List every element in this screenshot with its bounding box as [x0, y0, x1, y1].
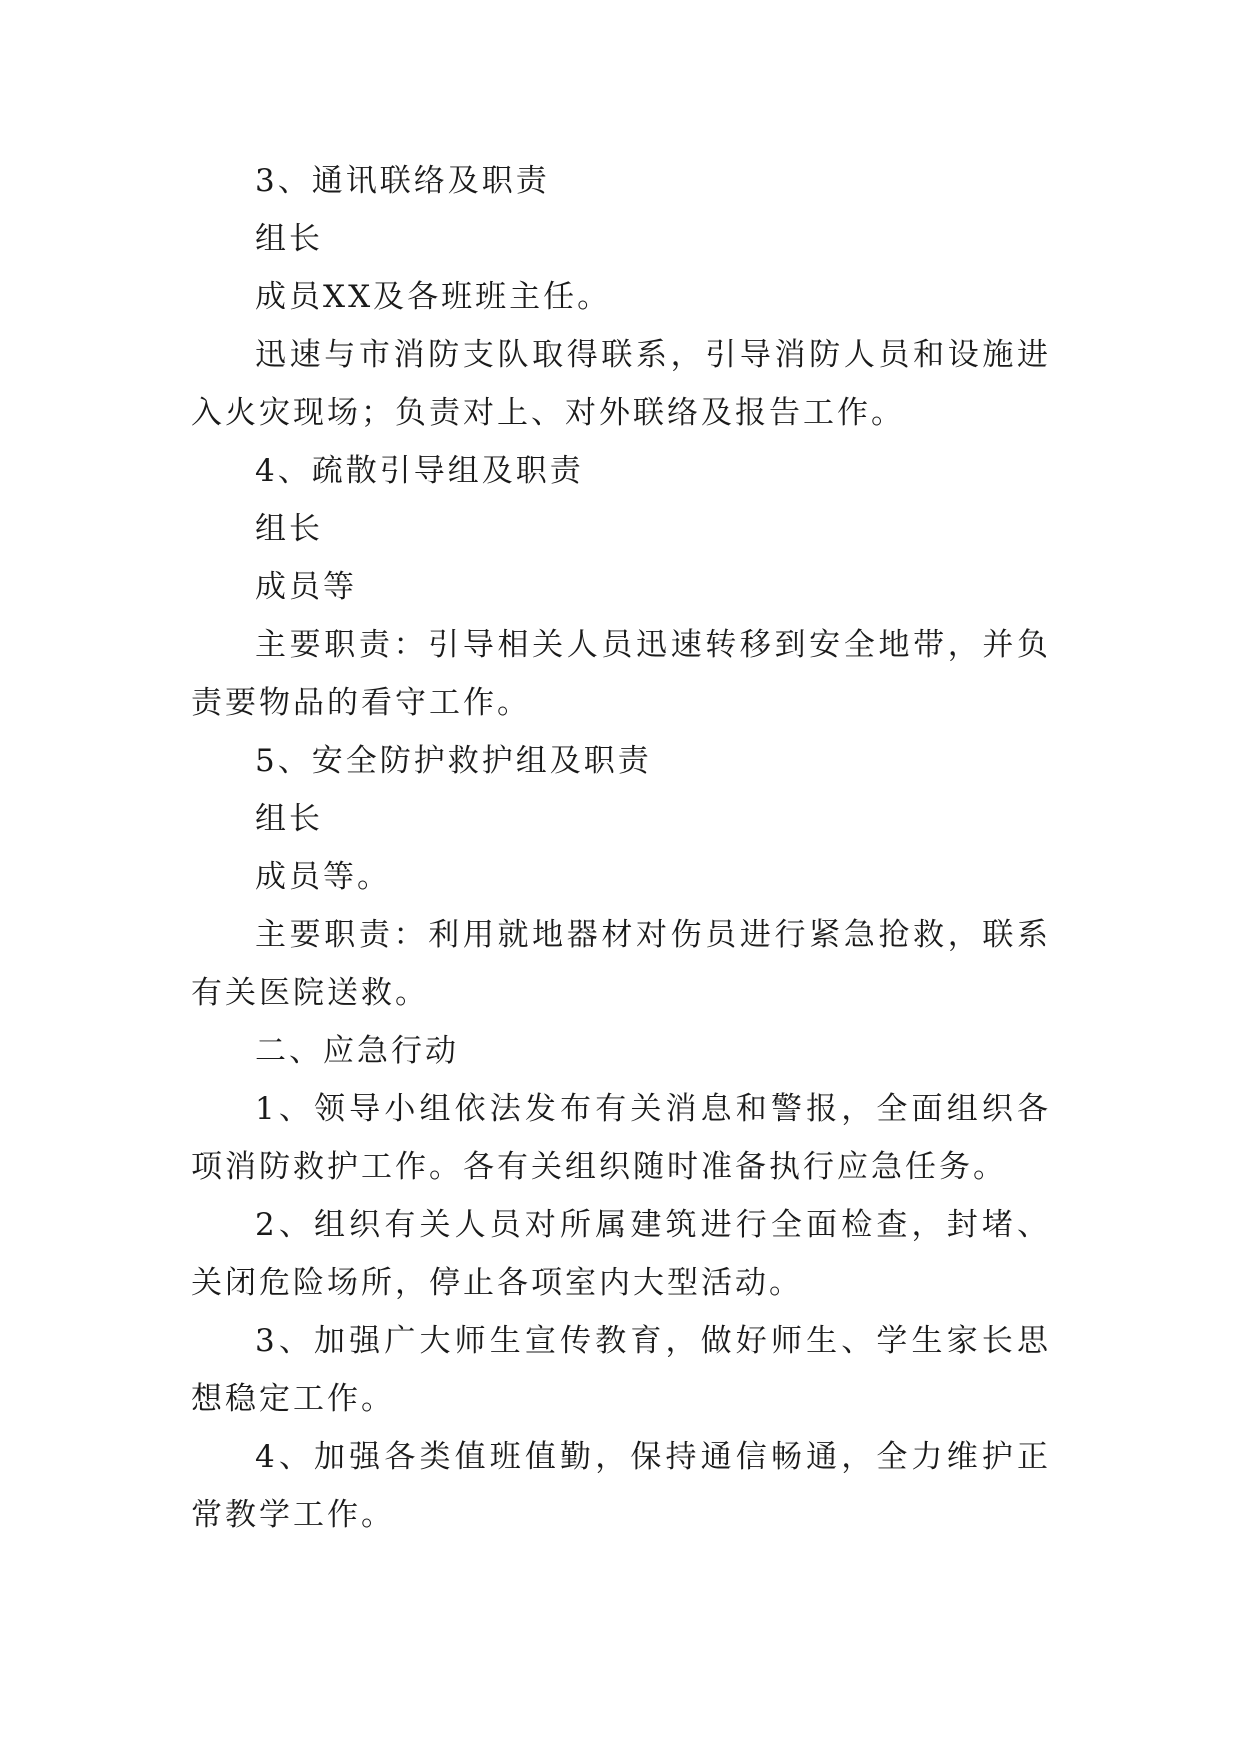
team-leader-line: 组长	[255, 801, 323, 837]
team-leader-line: 组长	[255, 511, 323, 547]
duty-paragraph: 迅速与市消防支队取得联系，引导消防人员和设施进入火灾现场；负责对上、对外联络及报告工作。	[191, 337, 1051, 431]
team-leader-line: 组长	[255, 221, 323, 257]
team-members-line: 成员等。	[255, 859, 391, 895]
duty-paragraph: 主要职责：引导相关人员迅速转移到安全地带，并负责要物品的看守工作。	[191, 627, 1051, 721]
section-heading-protection: 5、安全防护救护组及职责	[255, 743, 652, 779]
team-members-line: 成员等	[255, 569, 357, 605]
action-item: 2、组织有关人员对所属建筑进行全面检查，封堵、关闭危险场所，停止各项室内大型活动。	[191, 1207, 1051, 1301]
action-item: 4、加强各类值班值勤，保持通信畅通，全力维护正常教学工作。	[191, 1439, 1051, 1533]
team-members-line: 成员XX及各班班主任。	[255, 279, 612, 315]
action-item: 1、领导小组依法发布有关消息和警报，全面组织各项消防救护工作。各有关组织随时准备执行应急任务。	[191, 1091, 1051, 1185]
document-body	[191, 152, 1051, 1544]
section-heading-evacuation: 4、疏散引导组及职责	[255, 453, 584, 489]
action-item: 3、加强广大师生宣传教育，做好师生、学生家长思想稳定工作。	[191, 1323, 1051, 1417]
section-heading-communication: 3、通讯联络及职责	[255, 163, 550, 199]
duty-paragraph: 主要职责：利用就地器材对伤员进行紧急抢救，联系有关医院送救。	[191, 917, 1051, 1011]
section-heading-emergency-action: 二、应急行动	[255, 1033, 459, 1069]
